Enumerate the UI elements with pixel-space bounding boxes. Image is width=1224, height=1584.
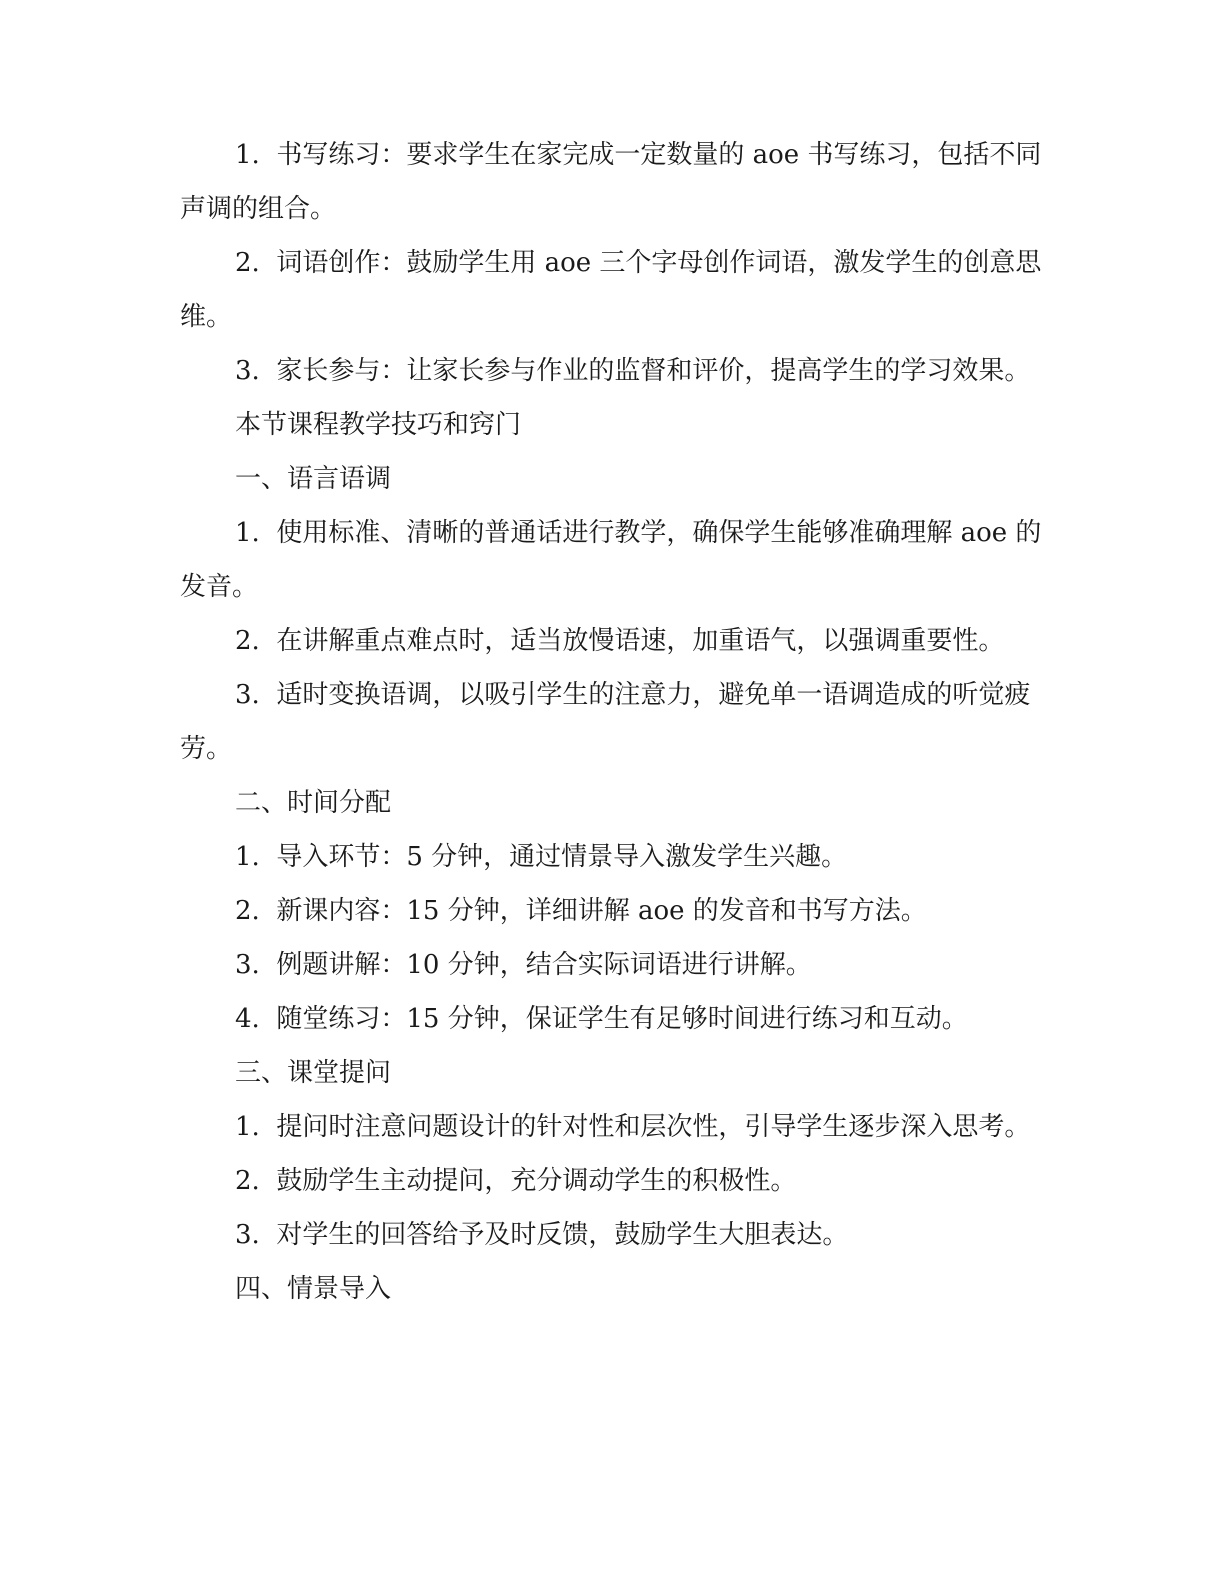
list-number: 3. (235, 1220, 260, 1250)
paragraph-questions-2 (180, 1154, 1050, 1208)
list-number: 1. (235, 140, 260, 170)
paragraph-text: 词语创作：鼓励学生用 aoe 三个字母创作词语，激发学生的创意思维。 (180, 248, 1042, 332)
list-number: 3. (235, 950, 260, 980)
heading-text: 本节课程教学技巧和窍门 (235, 410, 522, 440)
list-number: 2. (235, 1166, 260, 1196)
list-number: 2. (235, 896, 260, 926)
paragraph-language-3 (180, 668, 1050, 776)
section-heading-tips (180, 398, 1050, 452)
heading-text: 四、情景导入 (235, 1274, 392, 1304)
paragraph-text: 新课内容：15 分钟，详细讲解 aoe 的发音和书写方法。 (276, 896, 927, 926)
list-number: 2. (235, 248, 260, 278)
list-number: 4. (235, 1004, 260, 1034)
paragraph-text: 对学生的回答给予及时反馈，鼓励学生大胆表达。 (276, 1220, 849, 1250)
section-heading-questions (180, 1046, 1050, 1100)
section-heading-scenario (180, 1262, 1050, 1316)
list-number: 3. (235, 680, 260, 710)
paragraph-text: 鼓励学生主动提问，充分调动学生的积极性。 (276, 1166, 797, 1196)
list-number: 1. (235, 842, 260, 872)
list-number: 3. (235, 356, 260, 386)
paragraph-text: 使用标准、清晰的普通话进行教学，确保学生能够准确理解 aoe 的发音。 (180, 518, 1042, 602)
paragraph-text: 在讲解重点难点时，适当放慢语速，加重语气，以强调重要性。 (276, 626, 1005, 656)
heading-text: 二、时间分配 (235, 788, 392, 818)
paragraph-time-1 (180, 830, 1050, 884)
paragraph-homework-words (180, 236, 1050, 344)
paragraph-questions-1 (180, 1100, 1050, 1154)
paragraph-text: 随堂练习：15 分钟，保证学生有足够时间进行练习和互动。 (276, 1004, 968, 1034)
paragraph-time-3 (180, 938, 1050, 992)
paragraph-text: 例题讲解：10 分钟，结合实际词语进行讲解。 (276, 950, 812, 980)
section-heading-time (180, 776, 1050, 830)
paragraph-homework-writing (180, 128, 1050, 236)
list-number: 2. (235, 626, 260, 656)
heading-text: 三、课堂提问 (235, 1058, 392, 1088)
paragraph-text: 适时变换语调，以吸引学生的注意力，避免单一语调造成的听觉疲劳。 (180, 680, 1031, 764)
paragraph-questions-3 (180, 1208, 1050, 1262)
paragraph-text: 导入环节：5 分钟，通过情景导入激发学生兴趣。 (276, 842, 848, 872)
paragraph-language-2 (180, 614, 1050, 668)
paragraph-language-1 (180, 506, 1050, 614)
paragraph-text: 家长参与：让家长参与作业的监督和评价，提高学生的学习效果。 (276, 356, 1031, 386)
list-number: 1. (235, 518, 260, 548)
document-body (180, 128, 1050, 1316)
paragraph-time-4 (180, 992, 1050, 1046)
paragraph-text: 提问时注意问题设计的针对性和层次性，引导学生逐步深入思考。 (276, 1112, 1031, 1142)
paragraph-text: 书写练习：要求学生在家完成一定数量的 aoe 书写练习，包括不同声调的组合。 (180, 140, 1042, 224)
paragraph-homework-parents (180, 344, 1050, 398)
list-number: 1. (235, 1112, 260, 1142)
heading-text: 一、语言语调 (235, 464, 392, 494)
paragraph-time-2 (180, 884, 1050, 938)
section-heading-language (180, 452, 1050, 506)
